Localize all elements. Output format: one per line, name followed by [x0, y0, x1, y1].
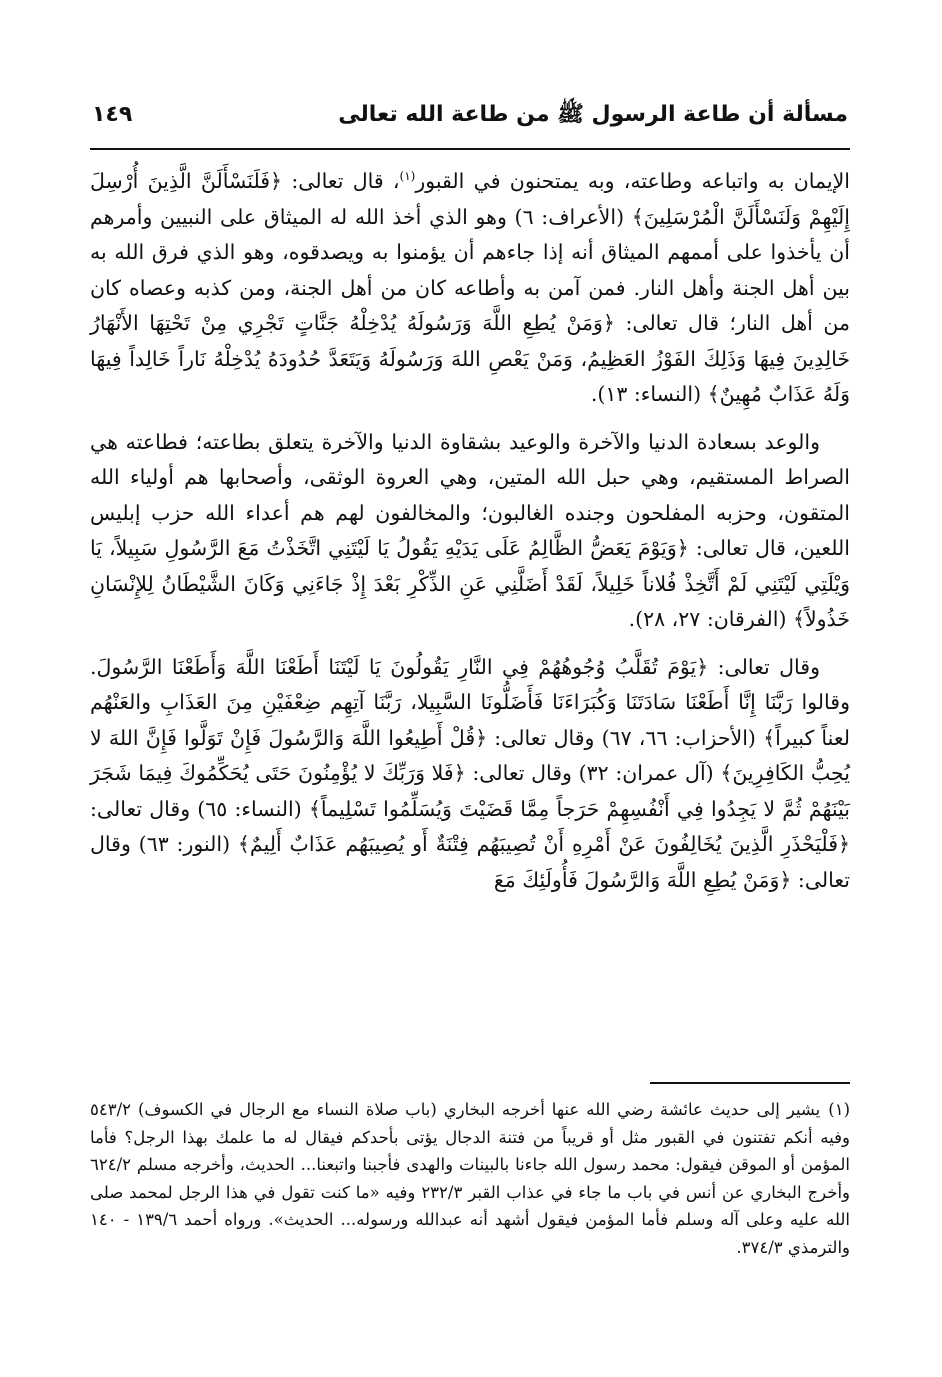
- paragraph-1: [90, 164, 850, 413]
- book-page: [90, 100, 850, 1320]
- footnote-reference: (١): [399, 169, 416, 184]
- paragraph-3: وقال تعالى: ﴿يَوْمَ تُقَلَّبُ وُجُوهُهُمْ فِي النَّارِ يَقُولُونَ يَا لَيْتَنَا أَطَعْنَا اللَّهَ وَأَطَعْنَا الرَّسُولَ. وقالوا رَبَّنَا إِنَّا أَطَعْنَا سَادَتَنَا وَكُبَرَاءَنَا فَأَضَلُّونَا السَّبِيلا، رَبَّنَا آتِهِم ضِعْفَيْنِ مِنَ العَذَابِ والعَنْهُم لعناً كبيراً﴾ (الأحزاب: ٦٦، ٦٧) وقال تعالى: ﴿قُلْ أَطِيعُوا اللَّهَ وَالرَّسُولَ فَإِنْ تَوَلَّوا فَإِنَّ اللهَ لا يُحِبُّ الكَافِرِينَ﴾ (آل عمران: ٣٢) وقال تعالى: ﴿فَلا وَرَبِّكَ لا يُؤْمِنُونَ حَتَى يُحَكِّمُوكَ فِيمَا شَجَرَ بَيْنَهُمْ ثُمَّ لا يَجِدُوا فِي أَنْفُسِهِمْ حَرَجاً مِمَّا قَضَيْتَ وَيُسَلِّمُوا تَسْلِيماً﴾ (النساء: ٦٥) وقال تعالى: ﴿فَلْيَحْذَرِ الَّذِينَ يُخَالِفُونَ عَنْ أَمْرِهِ أَنْ تُصِيبَهُم فِتْنَةٌ أَو يُصِيبَهُم عَذَابٌ أَلِيمٌ﴾ (النور: ٦٣) وقال تعالى: ﴿وَمَنْ يُطِعِ اللَّهَ وَالرَّسُولَ فَأُولَئِكَ مَعَ: [90, 654, 851, 892]
- running-header: [90, 100, 850, 150]
- footnote-1: [90, 1096, 850, 1261]
- body-text: [90, 164, 850, 898]
- paragraph-1-text-start: الإيمان به واتباعه وطاعته، وبه يمتحنون في القبور: [415, 169, 850, 193]
- footnote-separator: [650, 1082, 850, 1084]
- header-title: مسألة أن طاعة الرسول ﷺ من طاعة الله تعالى: [338, 102, 848, 127]
- footnotes: [90, 1096, 850, 1261]
- footnote-text: يشير إلى حديث عائشة رضي الله عنها أخرجه البخاري (باب صلاة النساء مع الرجال في الكسوف) ٥٤٣/٢ وفيه أنكم تفتنون في القبور مثل أو قريباً من فتنة الدجال يؤتى بأحدكم فيقال له ما علمك بهذا الرجل؟ فأما المؤمن أو الموقن فيقول: محمد رسول الله جاءنا بالبينات والهدى فأجبنا واتبعنا... الحديث، وأخرجه مسلم ٦٢٤/٢ وأخرج البخاري عن أنس في باب ما جاء في عذاب القبر ٢٣٢/٣ وفيه «ما كنت تقول في هذا الرجل لمحمد صلى الله عليه وعلى آله وسلم فأما المؤمن فيقول أشهد أنه عبدالله ورسوله... الحديث». ورواه أحمد ١٣٩/٦ - ١٤٠ والترمذي ٣٧٤/٣.: [90, 1100, 850, 1257]
- footnote-number: (١): [828, 1100, 850, 1119]
- paragraph-2: والوعد بسعادة الدنيا والآخرة والوعيد بشقاوة الدنيا والآخرة يتعلق بطاعته؛ فطاعته هي الصراط المستقيم، وهي حبل الله المتين، وهي العروة الوثقى، وأصحابها هم أولياء الله المتقون، وحزبه المفلحون وجنده الغالبون؛ والمخالفون لهم هم أعداء الله حزب إبليس اللعين، قال تعالى: ﴿وَيَوْمَ يَعَضُّ الظَّالِمُ عَلَى يَدَيْهِ يَقُولُ يَا لَيْتَنِي اتَّخَذْتُ مَعَ الرَّسُولِ سَبِيلاً، يَا وَيْلَتِي لَيْتَنِي لَمْ أَتَّخِذْ فُلاناً خَلِيلاً، لَقَدْ أَضَلَّنِي عَنِ الذِّكْرِ بَعْدَ إِذْ جَاءَنِي وَكَانَ الشَّيْطَانُ لِلإِنْسَانِ خَذُولاً﴾ (الفرقان: ٢٧، ٢٨).: [90, 429, 850, 631]
- page-number: ١٤٩: [92, 102, 133, 127]
- paragraph-1-text-end: ، قال تعالى: ﴿فَلَنَسْأَلَنَّ الَّذِينَ أُرْسِلَ إِلَيْهِمْ وَلَنَسْأَلَنَّ الْمُرْسَلِينَ﴾ (الأعراف: ٦) وهو الذي أخذ الله له الميثاق على النبيين وأمرهم أن يأخذوا على أممهم الميثاق أنه إذا جاءهم أن يؤمنوا به ويصدقوه، وهو الذي فرق الله به بين أهل الجنة وأهل النار. فمن آمن به وأطاعه كان من أهل الجنة، ومن كذبه وعصاه كان من أهل النار؛ قال تعالى: ﴿وَمَنْ يُطِعِ اللَّهَ وَرَسُولَهُ يُدْخِلْهُ جَنَّاتٍ تَجْرِي مِنْ تَحْتِهَا الأَنْهَارُ خَالِدِينَ فِيهَا وَذَلِكَ الفَوْزُ العَظِيمُ، وَمَنْ يَعْصِ اللهَ وَرَسُولَهُ وَيَتَعَدَّ حُدُودَهُ يُدْخِلْهُ نَاراً خَالِداً فِيهَا وَلَهُ عَذَابٌ مُهِينٌ﴾ (النساء: ١٣).: [90, 169, 850, 406]
